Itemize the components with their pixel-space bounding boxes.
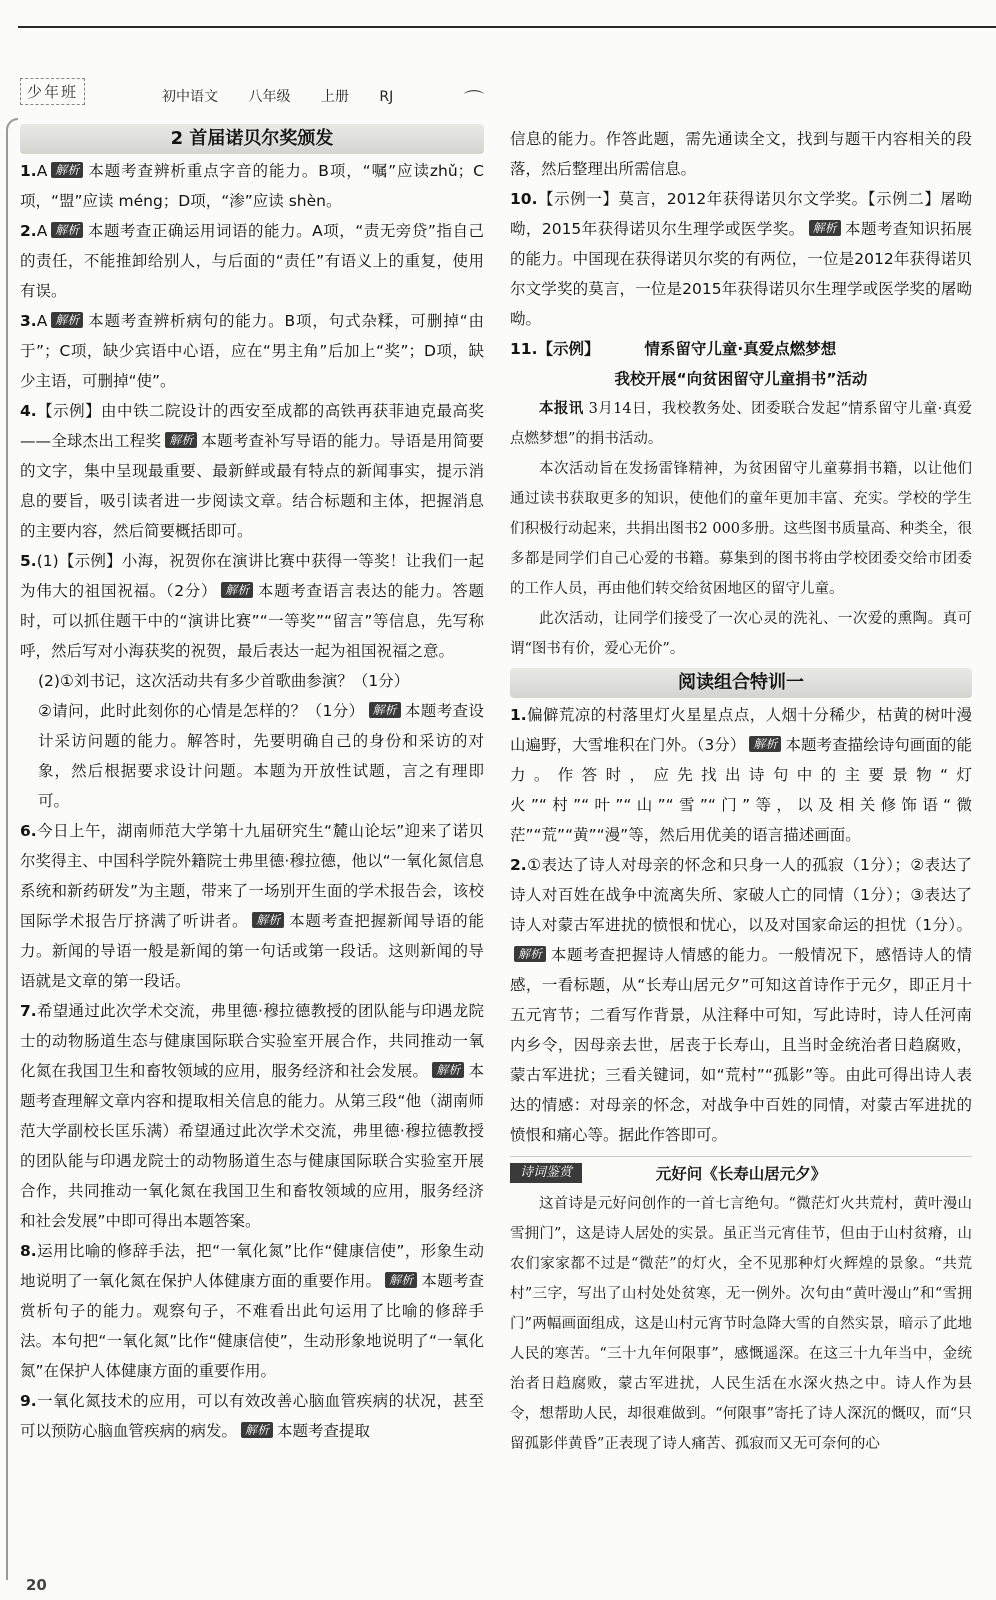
analysis-text: 本题考查提取: [277, 1422, 371, 1440]
report-paragraph-3: 此次活动，让同学们接受了一次心灵的洗礼、一次爱的熏陶。真可谓“图书有价，爱心无价”。: [510, 611, 972, 657]
report-lead: 本报讯: [539, 400, 584, 417]
analysis-text: 本题考查语言表达的能力。答题时，可以抓住题干中的“演讲比赛”“一等奖”“留言”等信息，先写称呼，然后写对小海获奖的祝贺，最后表达一起为祖国祝福之意。: [20, 582, 484, 660]
answer-text: A: [36, 162, 48, 180]
answer-item: [510, 124, 972, 184]
answer-item: [20, 546, 484, 666]
left-column: [20, 124, 484, 1446]
right-column: [510, 124, 972, 1459]
answer-text: 【示例一】莫言，2012年获得诺贝尔文学奖。【示例二】屠呦呦，2015年获得诺贝尔生理学或医学奖。: [510, 190, 972, 238]
grade: 八年级: [248, 89, 291, 105]
analysis-tag: 解析: [385, 1272, 417, 1288]
answer-number: 2.: [20, 222, 37, 240]
section-title-reading: 阅读组合特训一: [510, 668, 972, 698]
answer-number: 2.: [510, 856, 527, 874]
answer-text: A: [36, 222, 48, 240]
answer-text: (1)【示例】小海，祝贺你在演讲比赛中获得一等奖！让我们一起为伟大的祖国祝福。（2分）: [20, 552, 484, 600]
analysis-text: 本题考查补写导语的能力。导语是用简要的文字，集中呈现最重要、最新鲜或最有特点的新闻事实，提示消息的要旨，吸引读者进一步阅读文章。结合标题和主体，把握消息的主要内容，然后简要概括即可。: [20, 432, 484, 540]
answer-item: [510, 184, 972, 334]
edition: RJ: [379, 89, 394, 105]
report-title-2: 我校开展“向贫困留守儿童捐书”活动: [614, 370, 868, 388]
analysis-text: 本题考查赏析句子的能力。观察句子，不难看出此句运用了比喻的修辞手法。本句把“一氧化氮”比作“健康信使”，生动形象地说明了“一氧化氮”在保护人体健康方面的重要作用。: [20, 1272, 484, 1380]
answer-number: 10.: [510, 190, 538, 208]
analysis-text: 本题考查把握诗人情感的能力。一般情况下，感悟诗人的情感，一看标题，从“长寿山居元夕”可知这首诗作于元夕，即正月十五元宵节；二看写作背景，从注释中可知，写此诗时，诗人任河南内乡令，因母亲去世，居丧于长寿山，且当时金统治者日趋腐败，蒙古军进扰；三看关键词，如“荒村”“孤影”等。由此可得出诗人表达的情感：对母亲的怀念，对战争中百姓的同情，对蒙古军进扰的愤恨和痛心等。据此作答即可。: [510, 946, 972, 1144]
poem-text: 这首诗是元好问创作的一首七言绝句。“微茫灯火共荒村，黄叶漫山雪拥门”，这是诗人居处的实景。虽正当元宵佳节，但由于山村贫瘠，山农们家家都不过是“微茫”的灯火，全不见那种灯火辉煌的景象。“共荒村”三字，写出了山村处处贫寒，无一例外。次句由“黄叶漫山”和“雪拥门”两幅画面组成，这是山村元宵节时急降大雪的自然实景，暗示了此地人民的寒苦。“三十九年何限事”，感慨遥深。在这三十九年当中，金统治者日趋腐败，蒙古军进扰，人民生活在水深火热之中。诗人作为县令，想帮助人民，却很难做到。“何限事”寄托了诗人深沉的慨叹，而“只留孤影伴黄昏”正表现了诗人痛苦、孤寂而又无可奈何的心: [510, 1196, 972, 1452]
answer-number: 5.: [20, 552, 37, 570]
reading-answers: [510, 700, 972, 1150]
analysis-tag: 解析: [749, 736, 781, 752]
answer-text: 信息的能力。作答此题，需先通读全文，找到与题干内容相关的段落，然后整理出所需信息。: [510, 130, 972, 178]
analysis-text: 本题考查理解文章内容和提取相关信息的能力。从第三段“他（湖南师范大学副校长匡乐满）希望通过此次学术交流，弗里德·穆拉德教授的团队能与印遇龙院士的动物肠道生态与健康国际联合实验室开展合作，共同推动一氧化氮在我国卫生和畜牧领域的应用，服务经济和社会发展”中即可得出本题答案。: [20, 1062, 484, 1230]
analysis-text: 本题考查辨析病句的能力。B项，句式杂糅，可删掉“由于”；C项，缺少宾语中心语，应在“男主角”后加上“奖”；D项，缺少主语，可删掉“使”。: [20, 312, 484, 390]
book-meta: [162, 86, 419, 106]
analysis-text: 本题考查知识拓展的能力。中国现在获得诺贝尔奖的有两位，一位是2012年获得诺贝尔文学奖的莫言，一位是2015年获得诺贝尔生理学或医学奖的屠呦呦。: [510, 220, 972, 328]
brand-text: 少年班: [20, 78, 85, 105]
brand-logo: [20, 78, 85, 105]
answer-item: [20, 306, 484, 396]
poem-appreciation-box: [510, 1156, 972, 1459]
answer-item: [20, 696, 484, 816]
analysis-tag: 解析: [369, 702, 401, 718]
answer-text: ①表达了诗人对母亲的怀念和只身一人的孤寂（1分）；②表达了诗人对百姓在战争中流离失所、家破人亡的同情（1分）；③表达了诗人对蒙古军进扰的愤恨和忧心，以及对国家命运的担忧（1分）。: [510, 856, 972, 934]
answer-item: [20, 666, 484, 696]
analysis-tag: 解析: [51, 312, 83, 328]
answer-item: [20, 816, 484, 996]
report-paragraph-2: 本次活动旨在发扬雷锋精神，为贫困留守儿童募捐书籍，以让他们通过读书获取更多的知识，使他们的童年更加丰富、充实。学校的学生们积极行动起来，共捐出图书2 000多册。这些图书质量高、种类全，很多都是同学们自己心爱的书籍。募集到的图书将由学校团委交给市团委的工作人员，再由他们转交给贫困地区的留守儿童。: [510, 461, 973, 597]
top-rule: [18, 26, 996, 28]
answer-item: [20, 396, 484, 546]
page-header: [20, 78, 500, 114]
answer-number: 6.: [20, 822, 37, 840]
answer-item: [20, 216, 484, 306]
decoration-icon: ⌒: [464, 88, 484, 112]
answer-number: 1.: [20, 162, 37, 180]
analysis-tag: 解析: [252, 912, 284, 928]
answer-number: 9.: [20, 1392, 37, 1410]
answer-text: 一氧化氮技术的应用，可以有效改善心脑血管疾病的状况，甚至可以预防心脑血管疾病的病发。: [20, 1392, 484, 1440]
answer-text: 运用比喻的修辞手法，把“一氧化氮”比作“健康信使”，形象生动地说明了一氧化氮在保护人体健康方面的重要作用。: [20, 1242, 484, 1290]
analysis-tag: 解析: [221, 582, 253, 598]
answer-number: 11.【示例】: [510, 340, 600, 358]
analysis-tag: 解析: [51, 162, 83, 178]
analysis-tag: 解析: [51, 222, 83, 238]
answer-list-continued: [510, 124, 972, 334]
answer-text: 【示例】由中铁二院设计的西安至成都的高铁再获菲迪克最高奖——全球杰出工程奖: [20, 402, 484, 450]
answer-text: A: [36, 312, 48, 330]
answer-number: 8.: [20, 1242, 37, 1260]
answer-text: ②请问，此时此刻你的心情是怎样的？（1分）: [38, 702, 365, 720]
answer-list: [20, 156, 484, 1446]
answer-item: [510, 700, 972, 850]
answer-number: 7.: [20, 1002, 37, 1020]
news-report: [510, 394, 972, 664]
analysis-tag: 解析: [514, 946, 546, 962]
analysis-text: 本题考查描绘诗句画面的能力。作答时，应先找出诗句中的主要景物“灯火”“村”“叶”“山”“雪”“门”等，以及相关修饰语“微茫”“荒”“黄”“漫”等，然后用优美的语言描述画面。: [510, 736, 972, 844]
analysis-tag: 解析: [165, 432, 197, 448]
answer-item: [20, 1386, 484, 1446]
analysis-text: 本题考查把握新闻导语的能力。新闻的导语一般是新闻的第一句话或第一段话。这则新闻的导语就是文章的第一段话。: [20, 912, 484, 990]
answer-item: [510, 850, 972, 1150]
report-title-1: 情系留守儿童·真爱点燃梦想: [644, 340, 837, 358]
answer-text: 希望通过此次学术交流，弗里德·穆拉德教授的团队能与印遇龙院士的动物肠道生态与健康国际联合实验室开展合作，共同推动一氧化氮在我国卫生和畜牧领域的应用，服务经济和社会发展。: [20, 1002, 484, 1080]
answer-11: [510, 334, 972, 364]
analysis-text: 本题考查正确运用词语的能力。A项，“责无旁贷”指自己的责任，不能推卸给别人，与后面的“责任”有语义上的重复，使用有误。: [20, 222, 484, 300]
answer-number: 3.: [20, 312, 37, 330]
poem-header: [510, 1159, 972, 1189]
analysis-text: 本题考查辨析重点字音的能力。B项，“嘱”应读zhǔ；C项，“盟”应读 méng；D项，“渗”应读 shèn。: [20, 162, 484, 210]
analysis-tag: 解析: [241, 1422, 273, 1438]
report-paragraph-1: [510, 394, 972, 454]
answer-item: [20, 156, 484, 216]
volume: 上册: [320, 89, 349, 105]
analysis-tag: 解析: [432, 1062, 464, 1078]
subject: 初中语文: [162, 89, 218, 105]
answer-text: 今日上午，湖南师范大学第十九届研究生“麓山论坛”迎来了诺贝尔奖得主、中国科学院外籍院士弗里德·穆拉德，他以“一氧化氮信息系统和新药研发”为主题，带来了一场别开生面的学术报告会，该校国际学术报告厅挤满了听讲者。: [20, 822, 484, 930]
answer-item: [20, 996, 484, 1236]
poem-title: 元好问《长寿山居元夕》: [655, 1165, 827, 1183]
section-title: 2 首届诺贝尔奖颁发: [20, 124, 484, 154]
answer-number: 4.: [20, 402, 37, 420]
left-frame: [6, 118, 18, 1580]
analysis-tag: 解析: [809, 220, 841, 236]
answer-text: (2)①刘书记，这次活动共有多少首歌曲参演？（1分）: [38, 672, 410, 690]
answer-number: 1.: [510, 706, 527, 724]
poem-tag: 诗词鉴赏: [510, 1163, 582, 1183]
answer-text: 偏僻荒凉的村落里灯火星星点点，人烟十分稀少，枯黄的树叶漫山遍野，大雪堆积在门外。（3分）: [510, 706, 972, 754]
page-number: 20: [26, 1576, 47, 1594]
analysis-text: 本题考查设计采访问题的能力。解答时，先要明确自己的身份和采访的对象，然后根据要求设计问题。本题为开放性试题，言之有理即可。: [38, 702, 484, 810]
answer-item: [20, 1236, 484, 1386]
report-text-1: 3月14日，我校教务处、团委联合发起“情系留守儿童·真爱点燃梦想”的捐书活动。: [510, 401, 972, 447]
